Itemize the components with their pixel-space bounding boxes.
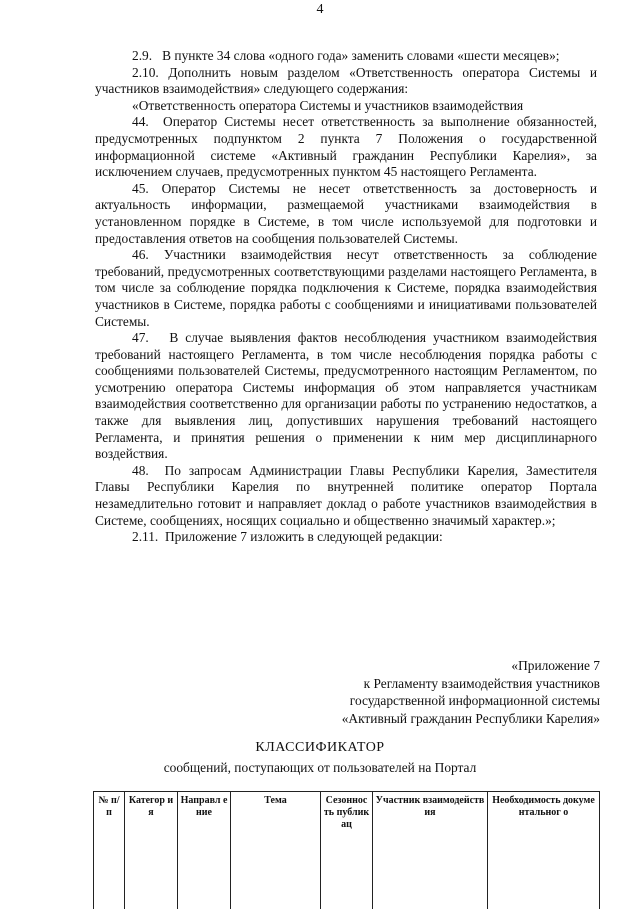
header-participant: Участник взаимодействия — [373, 792, 488, 909]
appendix-line: государственной информационной системы — [250, 692, 600, 710]
table-header-row — [94, 792, 600, 909]
header-topic: Тема — [231, 792, 321, 909]
paragraph-45: 45. Оператор Системы не несет ответственность за достоверность и актуальность информации, размещаемой участниками взаимодействия в установленном порядке в Системе, в том числе используемой для подготовки и предоставления ответов на сообщения пользователей Системы. — [95, 181, 597, 247]
paragraph-44: 44. Оператор Системы несет ответственность за выполнение обязанностей, предусмотренных подпунктом 2 пункта 7 Положения о государственной информационной системе «Активный гражданин Республики Карелия», за исключением случаев, предусмотренных пунктом 45 настоящего Регламента. — [95, 114, 597, 180]
appendix-line: «Активный гражданин Республики Карелия» — [250, 710, 600, 728]
section-heading: «Ответственность оператора Системы и участников взаимодействия — [95, 98, 597, 115]
paragraph-2-9: 2.9. В пункте 34 слова «одного года» заменить словами «шести месяцев»; — [95, 48, 597, 65]
appendix-reference — [250, 657, 600, 727]
header-direction: Направл ение — [178, 792, 231, 909]
paragraph-46: 46. Участники взаимодействия несут ответственность за соблюдение требований, предусмотренных соответствующими разделами настоящего Регламента, в том числе за соблюдение порядка подключения к Системе, порядка взаимодействия участников в Системе, порядка работы с сообщениями и инициативами пользователей Системы. — [95, 247, 597, 330]
header-documentation: Необходимость документальног о — [488, 792, 600, 909]
classifier-subtitle: сообщений, поступающих от пользователей на Портал — [0, 760, 640, 776]
document-body — [95, 48, 597, 546]
appendix-line: к Регламенту взаимодействия участников — [250, 675, 600, 693]
paragraph-2-10: 2.10. Дополнить новым разделом «Ответственность оператора Системы и участников взаимодействия» следующего содержания: — [95, 65, 597, 98]
appendix-line: «Приложение 7 — [250, 657, 600, 675]
header-category: Категор ия — [125, 792, 178, 909]
header-seasonality: Сезоннос ть публикац — [321, 792, 373, 909]
classifier-table — [93, 791, 600, 909]
paragraph-2-11: 2.11. Приложение 7 изложить в следующей редакции: — [95, 529, 597, 546]
classifier-title: КЛАССИФИКАТОР — [0, 740, 640, 756]
paragraph-47: 47. В случае выявления фактов несоблюдения участником взаимодействия требований настоящего Регламента, в том числе несоблюдения порядка работы с сообщениями пользователей Системы, предусмотренного настоящим Регламентом, по усмотрению оператора Системы информация об этом направляется участникам взаимодействия соответственно для организации работы по устранению недостатков, а также для выявления лиц, допустивших нарушения требований настоящего Регламента, и принятия решения о применении к ним мер дисциплинарного воздействия. — [95, 330, 597, 463]
paragraph-48: 48. По запросам Администрации Главы Республики Карелия, Заместителя Главы Республики Карелия по внутренней политике оператор Портала незамедлительно готовит и направляет доклад о работе участников взаимодействия в Системе, сообщениях, носящих социально и общественно значимый характер.»; — [95, 463, 597, 529]
header-number: № п/п — [94, 792, 125, 909]
page-number: 4 — [0, 2, 640, 18]
